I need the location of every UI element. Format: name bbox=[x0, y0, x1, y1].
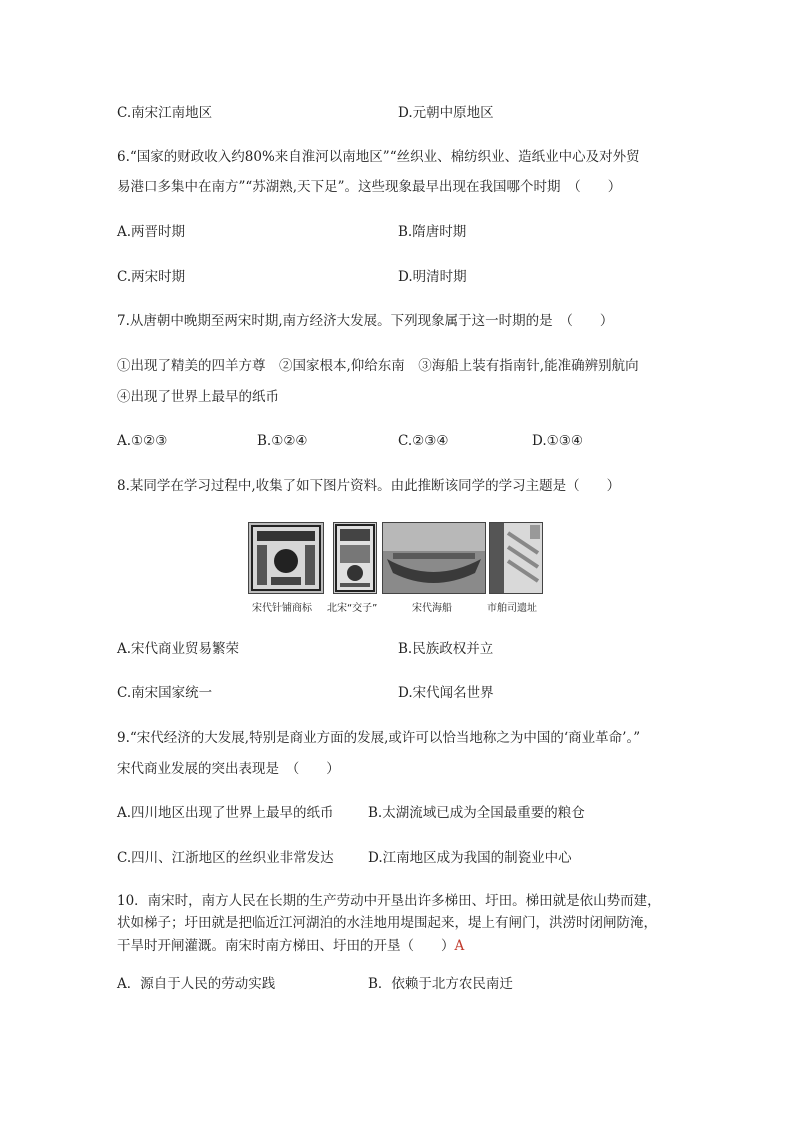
q9-stem-line1: 9.“宋代经济的大发展,特别是商业方面的发展,或许可以恰当地称之为中国的‘商业革命’。” bbox=[117, 730, 641, 746]
song-dynasty-ship-image bbox=[382, 522, 486, 594]
q7-option-c: C.②③④ bbox=[398, 433, 449, 449]
caption-needle-shop-trademark: 宋代针铺商标 bbox=[252, 603, 312, 614]
q10-answer-mark: A bbox=[454, 938, 465, 954]
q9-option-a: A.四川地区出现了世界上最早的纸币 bbox=[117, 805, 334, 821]
q6-stem-line1: 6.“国家的财政收入约80%来自淮河以南地区”“丝织业、棉纺织业、造纸业中心及对外贸 bbox=[117, 149, 640, 165]
q6-option-c: C.两宋时期 bbox=[117, 269, 186, 285]
q7-items-line2: ④出现了世界上最早的纸币 bbox=[117, 389, 279, 405]
q10-stem-line2: 状如梯子；圩田就是把临近江河湖泊的水洼地用堤围起来，堤上有闸门，洪涝时闭闸防淹， bbox=[117, 915, 657, 931]
jiaozi-paper-money-image bbox=[333, 522, 377, 594]
q7-option-b: B.①②④ bbox=[257, 433, 308, 449]
q7-stem: 7.从唐朝中晚期至两宋时期,南方经济大发展。下列现象属于这一时期的是 （ ） bbox=[117, 313, 614, 329]
q5-option-c: C.南宋江南地区 bbox=[117, 105, 213, 121]
q5-option-d: D.元朝中原地区 bbox=[398, 105, 494, 121]
q8-option-a: A.宋代商业贸易繁荣 bbox=[117, 641, 240, 657]
caption-jiaozi: 北宋“交子” bbox=[327, 603, 378, 614]
q8-stem: 8.某同学在学习过程中,收集了如下图片资料。由此推断该同学的学习主题是（ ） bbox=[117, 478, 621, 494]
caption-trade-office-site: 市舶司遗址 bbox=[487, 603, 537, 614]
q10-option-b: B．依赖于北方农民南迁 bbox=[368, 976, 513, 992]
q9-option-d: D.江南地区成为我国的制瓷业中心 bbox=[368, 850, 572, 866]
q9-option-b: B.太湖流域已成为全国最重要的粮仓 bbox=[368, 805, 585, 821]
q8-option-c: C.南宋国家统一 bbox=[117, 685, 213, 701]
q6-option-a: A.两晋时期 bbox=[117, 224, 186, 240]
q7-items-line1: ①出现了精美的四羊方尊 ②国家根本,仰给东南 ③海船上装有指南针,能准确辨别航向 bbox=[117, 358, 639, 374]
q6-option-b: B.隋唐时期 bbox=[398, 224, 467, 240]
q7-option-d: D.①③④ bbox=[532, 433, 583, 449]
needle-shop-trademark-image bbox=[248, 522, 324, 594]
q8-option-d: D.宋代闻名世界 bbox=[398, 685, 494, 701]
q6-option-d: D.明清时期 bbox=[398, 269, 467, 285]
maritime-trade-office-site-image bbox=[489, 522, 543, 594]
caption-song-ship: 宋代海船 bbox=[412, 603, 452, 614]
q8-option-b: B.民族政权并立 bbox=[398, 641, 494, 657]
q7-option-a: A.①②③ bbox=[117, 433, 168, 449]
q6-stem-line2: 易港口多集中在南方”“苏湖熟,天下足”。这些现象最早出现在我国哪个时期 （ ） bbox=[117, 179, 622, 195]
q10-stem-line3: 干旱时开闸灌溉。南宋时南方梯田、圩田的开垦（ ）A bbox=[117, 938, 465, 954]
q9-stem-line2: 宋代商业发展的突出表现是 （ ） bbox=[117, 761, 340, 777]
q9-option-c: C.四川、江浙地区的丝织业非常发达 bbox=[117, 850, 334, 866]
q10-option-a: A．源自于人民的劳动实践 bbox=[117, 976, 276, 992]
q10-stem-line1: 10．南宋时，南方人民在长期的生产劳动中开垦出许多梯田、圩田。梯田就是依山势而建， bbox=[117, 893, 661, 909]
